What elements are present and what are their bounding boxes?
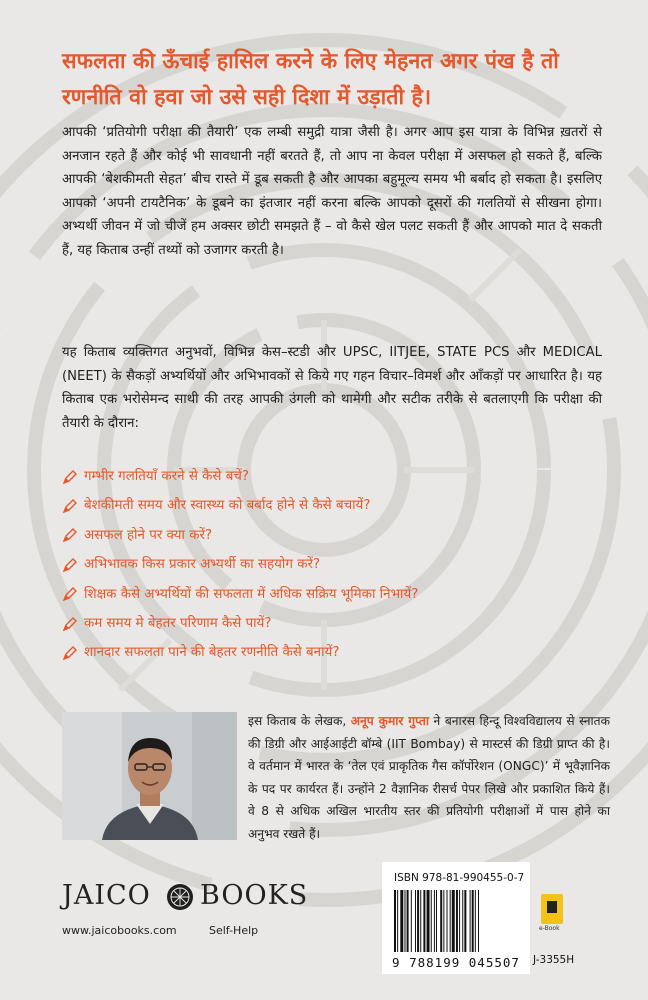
pencil-icon [62,498,78,514]
list-item [62,521,607,550]
question-text: बेशकीमती समय और स्वास्थ्य को बर्बाद होने से कैसे बचायें? [84,498,371,514]
headline: सफलता की ऊँचाई हासिल करने के लिए मेहनत अगर पंख है तो रणनीति वो हवा जो उसे सही दिशा में उड़ाती है। [62,49,559,110]
list-item [62,550,607,579]
author-name: अनूप कुमार गुप्ता [350,714,430,728]
ebook-icon [541,894,563,924]
question-text: शिक्षक कैसे अभ्यर्थियों की सफलता में अधिक सक्रिय भूमिका निभायें? [84,586,419,602]
bio-details: ने बनारस हिन्दू विश्वविद्यालय से स्नातक की डिग्री और आईआईटी बॉम्बे (IIT Bombay) से मास्टर्स की डिग्री प्राप्त की है। वे वर्तमान में भारत के ‘तेल एवं प्राकृतिक गैस कॉर्पोरेशन (ONGC)’ में भूवैज्ञानिक के पद पर कार्यरत हैं। उन्होंने 2 वैज्ञानिक रीसर्च पेपर लिखे और प्रकाशित किये हैं। वे 8 से अधिक अखिल भारतीय स्तर की प्रतियोगी परीक्षाओं में पास होने का अनुभव रखते हैं। [248,714,610,841]
pencil-icon [62,616,78,632]
author-photo [62,712,237,840]
question-text: अभिभावक किस प्रकार अभ्यर्थी का सहयोग करें? [84,557,321,573]
publisher-logo [62,880,309,924]
question-text: असफल होने पर क्या करें? [84,527,213,543]
barcode-digits: 9 788199 045507 [392,955,520,970]
pencil-icon [62,469,78,485]
pencil-icon [62,557,78,573]
author-portrait [62,712,237,840]
isbn-label: ISBN 978-81-990455-0-7 [394,872,525,884]
list-item [62,609,607,638]
book-category: Self-Help [209,924,259,937]
book-code: J-3355H [533,954,575,966]
ebook-label: e-Book [539,925,560,932]
question-text: गम्भीर गलतियाँ करने से कैसे बचें? [84,469,249,484]
bio-intro: इस किताब के लेखक, [248,714,351,728]
author-bio [248,710,610,846]
question-text: शानदार सफलता पाने की बेहतर रणनीति कैसे बनायें? [84,645,340,661]
barcode-panel [382,862,530,974]
pencil-icon [62,527,78,543]
publisher-name-left: JAICO [62,880,151,911]
publisher-emblem-icon [166,883,194,911]
pencil-icon [62,645,78,661]
question-text: कम समय मे बेहतर परिणाम कैसे पायें? [84,615,272,631]
question-list [62,462,607,668]
book-basis-paragraph: यह किताब व्यक्तिगत अनुभवों, विभिन्न केस–स्टडी और UPSC, IITJEE, STATE PCS और MEDICAL (NEET) के सैकड़ों अभ्यर्थियों और अभिभावकों से किये गए गहन विचार–विमर्श और आँकड़ों पर आधारित है। यह किताब एक भरोसेमन्द साथी की तरह आपकी उंगली को थामेगी और सटीक तरीके से बतलाएगी कि परीक्षा की तैयारी के दौरान: [62,345,602,431]
intro-paragraph: आपकी ‘प्रतियोगी परीक्षा की तैयारी’ एक लम्बी समुद्री यात्रा जैसी है। अगर आप इस यात्रा के विभिन्न ख़तरों से अनजान रहते हैं और कोई भी सावधानी नहीं बरतते हैं, तो आप ना केवल परीक्षा में असफल हो सकते हैं, बल्कि आपकी ‘बेशकीमती सेहत’ बीच रास्ते में डूब सकती है और आपका बहुमूल्य समय भी बर्बाद हो सकता है। इसलिए आपको ‘अपनी टायटैनिक’ के डूबने का इंतजार नहीं करना बल्कि आपको दूसरों की गलतियों से सीखना होगा। अभ्यर्थी जीवन में जो चीजें हम अक्सर छोटी समझते हैं – वो कैसे खेल पलट सकती हैं और आपको मात दे सकती हैं, यह किताब उन्हीं तथ्यों को उजागर करती है। [62,125,602,258]
list-item [62,580,607,609]
barcode-bars [392,890,520,952]
publisher-name-right: BOOKS [200,880,309,911]
list-item [62,638,607,667]
list-item [62,491,607,520]
publisher-website: www.jaicobooks.com [62,924,177,937]
pencil-icon [62,586,78,602]
list-item [62,462,607,491]
